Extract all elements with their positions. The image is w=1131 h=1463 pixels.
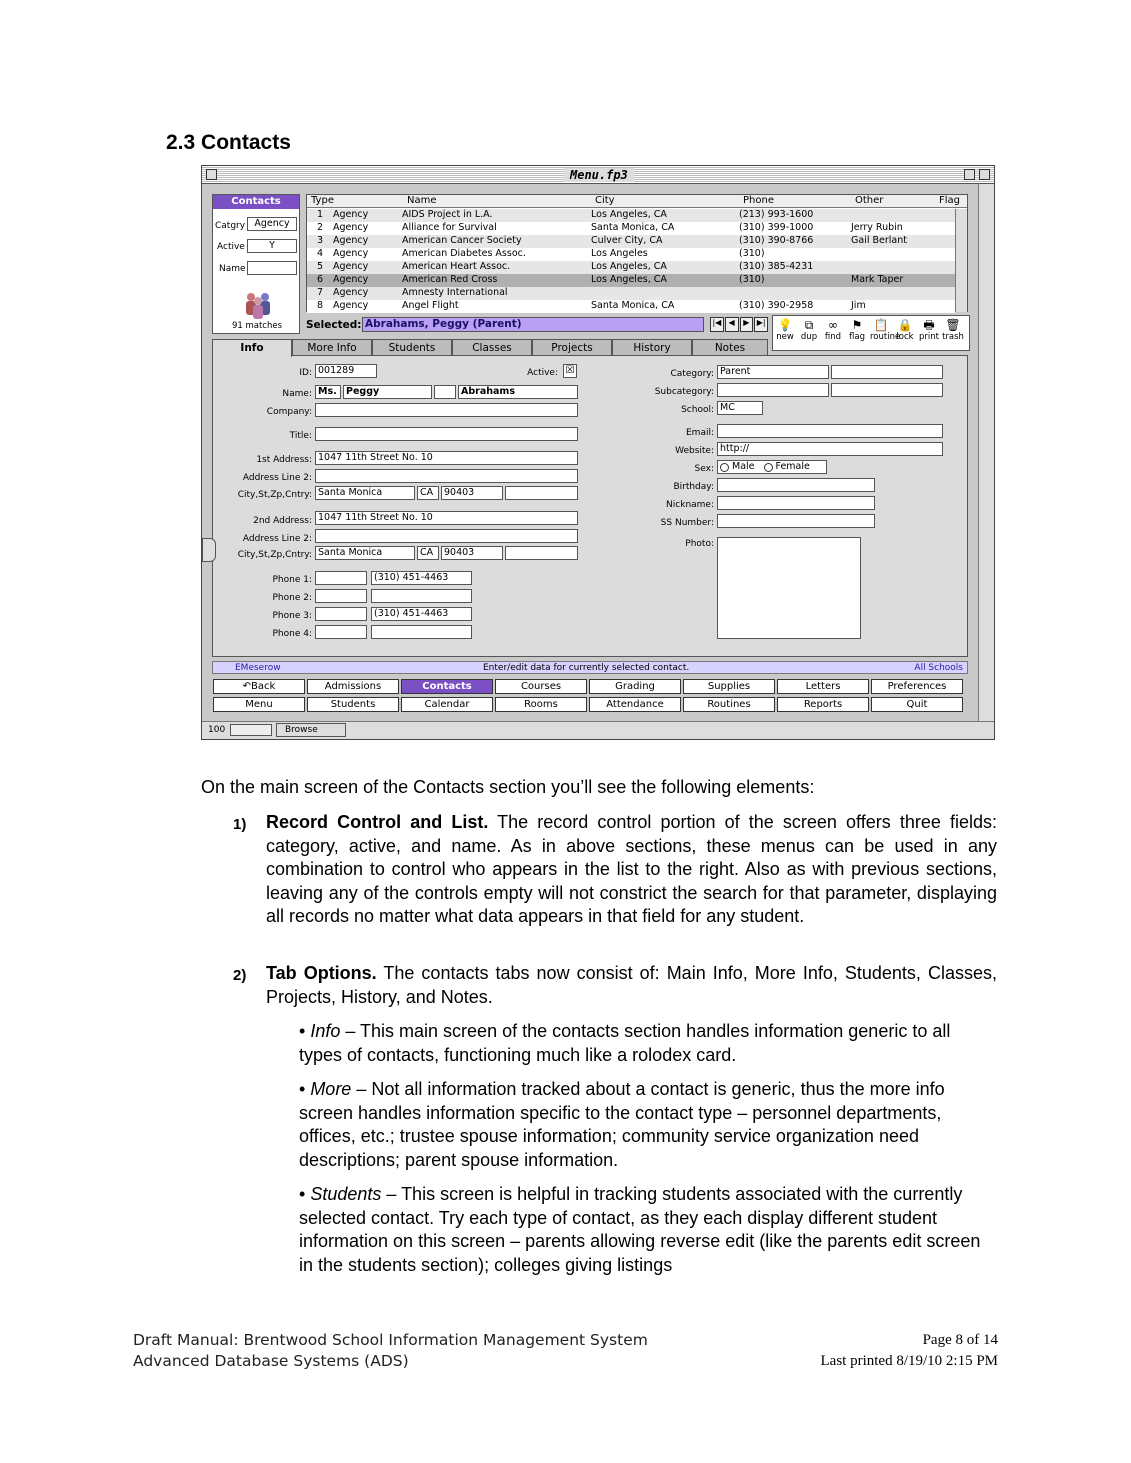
cell-name: American Diabetes Assoc. <box>402 248 526 259</box>
nav-calendar-button[interactable]: Calendar <box>401 697 493 712</box>
print-tool-button[interactable] <box>918 318 940 342</box>
vertical-scrollbar[interactable] <box>978 184 994 721</box>
col-name[interactable]: Name <box>407 195 437 206</box>
bullet-students-text: – This screen is helpful in tracking students associated with the currently selected contact. Try each type of contact, as they each display different student information on this screen – parents allowing reverse edit (like the parents edit screen in the students section); colleges giving listings <box>299 1184 981 1275</box>
subcategory-field[interactable] <box>717 383 829 397</box>
cell-other: Jerry Rubin <box>851 222 903 233</box>
tool-label: find <box>824 332 842 342</box>
nickname-label: Nickname: <box>666 500 714 510</box>
bullet-students: • Students – This screen is helpful in tracking students associated with the currently selected contact. Try each type of contact, as they each display different student information on this screen – parents allowing reverse edit (like the parents edit screen in the students section); colleges giving listings <box>299 1184 981 1275</box>
bullet-more: • More – Not all information tracked about a contact is generic, thus the more info screen handles information specific to the contact type – personnel departments, offices, etc.; trustee spouse information; community service organization need descriptions; parent spouse information. <box>299 1079 945 1170</box>
status-message: Enter/edit data for currently selected contact. <box>483 663 690 673</box>
list-row[interactable] <box>307 261 955 274</box>
nav-attendance-button[interactable]: Attendance <box>589 697 681 712</box>
tab-students[interactable]: Students <box>372 339 452 356</box>
tool-label: print <box>919 332 939 342</box>
nav-students-button[interactable]: Students <box>307 697 399 712</box>
status-bar <box>212 661 968 674</box>
category-select[interactable]: Agency <box>247 217 297 231</box>
tool-label: new <box>776 332 794 342</box>
school-label: School: <box>681 405 714 415</box>
cell-phone: (310) 399-1000 <box>739 222 814 233</box>
item1-heading: Record Control and List. <box>266 812 489 832</box>
footer-printed: Last printed 8/19/10 2:15 PM <box>820 1353 998 1369</box>
record-navigator <box>710 317 768 332</box>
cell-city: Los Angeles, CA <box>591 274 667 285</box>
state2-field[interactable]: CA <box>417 546 439 560</box>
nav-letters-button[interactable]: Letters <box>777 679 869 694</box>
routine-tool-button[interactable] <box>870 318 901 342</box>
male-label: Male <box>732 461 755 472</box>
list-row[interactable] <box>307 274 955 287</box>
col-city[interactable]: City <box>595 195 615 206</box>
id-label: ID: <box>299 368 312 378</box>
csz2-label: City,St,Zp,Cntry: <box>237 550 312 560</box>
zoom-level[interactable]: 100 <box>208 725 226 735</box>
find-icon: ∞ <box>828 318 838 332</box>
cell-phone: (310) <box>739 274 765 285</box>
photo-label: Photo: <box>685 539 714 549</box>
item1-paragraph <box>266 811 997 929</box>
category-field[interactable]: Parent <box>717 365 829 379</box>
nav-quit-button[interactable]: Quit <box>871 697 963 712</box>
flag-icon: ⚑ <box>851 318 863 332</box>
website-label: Website: <box>675 446 714 456</box>
phone1-type-field[interactable] <box>315 571 367 585</box>
first-record-icon[interactable]: |◀ <box>710 317 724 332</box>
section-title: 2.3 Contacts <box>166 131 291 154</box>
dup-tool-button[interactable] <box>798 318 820 342</box>
nav-courses-button[interactable]: Courses <box>495 679 587 694</box>
list-row[interactable] <box>307 300 955 313</box>
addr2-line2-field[interactable] <box>315 529 578 543</box>
phone2-type-field[interactable] <box>315 589 367 603</box>
country1-field[interactable] <box>505 486 578 500</box>
contact-list <box>306 194 968 312</box>
category-extra-field[interactable] <box>831 365 943 379</box>
list-row[interactable] <box>307 287 955 300</box>
last-name-field[interactable]: Abrahams <box>458 385 578 399</box>
female-radio[interactable] <box>764 463 773 472</box>
male-radio[interactable] <box>720 463 729 472</box>
nav-preferences-button[interactable]: Preferences <box>871 679 963 694</box>
tool-label: dup <box>800 332 818 342</box>
intro-paragraph: On the main screen of the Contacts section you’ll see the following elements: <box>201 777 815 797</box>
active-field-label: Active: <box>527 368 558 378</box>
zip1-field[interactable]: 90403 <box>441 486 503 500</box>
selected-contact: Abrahams, Peggy (Parent) <box>362 317 704 332</box>
cell-n: 7 <box>317 287 324 298</box>
cell-n: 4 <box>317 248 324 259</box>
list-row[interactable] <box>307 209 955 222</box>
record-control-header: Contacts <box>213 195 299 209</box>
first-name-field[interactable]: Peggy <box>343 385 432 399</box>
bullet-info-heading: Info <box>310 1021 341 1041</box>
tab-history[interactable]: History <box>612 339 692 356</box>
phone4-type-field[interactable] <box>315 625 367 639</box>
name-field-label: Name: <box>282 389 312 399</box>
nav-reports-button[interactable]: Reports <box>777 697 869 712</box>
addr2-line2-label: Address Line 2: <box>242 534 312 544</box>
tab-classes[interactable]: Classes <box>452 339 532 356</box>
website-field[interactable]: http:// <box>717 442 943 456</box>
tab-more-info[interactable]: More Info <box>292 339 372 356</box>
phone4-label: Phone 4: <box>272 629 312 639</box>
school-field[interactable]: MC <box>717 401 763 415</box>
window-title: Menu.fp3 <box>564 168 634 182</box>
item2-number: 2) <box>233 967 247 984</box>
cell-city: Culver City, CA <box>591 235 663 246</box>
active-select[interactable]: Y <box>247 239 297 253</box>
cell-city: Santa Monica, CA <box>591 222 675 233</box>
dup-icon: ⧉ <box>804 318 814 332</box>
item1-text: The record control portion of the screen offers three fields: category, active, and name. As in above sections, these menus can be used in any combination to control who appears in the list to the right. Also as with previous sections, leaving any of the controls empty will not constrict the search for that parameter, displaying all records no matter what data appears in that field for any student. <box>266 812 997 926</box>
cell-other: Gail Berlant <box>851 235 907 246</box>
addr1-line2-field[interactable] <box>315 469 578 483</box>
tool-label: trash <box>942 332 964 342</box>
nav-supplies-button[interactable]: Supplies <box>683 679 775 694</box>
cell-n: 5 <box>317 261 324 272</box>
email-label: Email: <box>685 428 714 438</box>
email-field[interactable] <box>717 424 943 438</box>
bullet-more-text: – Not all information tracked about a contact is generic, thus the more info screen handles information specific to the contact type – personnel departments, offices, etc.; trustee spouse information; community service organization need descriptions; parent spouse information. <box>299 1079 945 1170</box>
item1-number: 1) <box>233 816 247 833</box>
cell-name: American Heart Assoc. <box>402 261 511 272</box>
match-count: 91 matches <box>231 321 283 331</box>
subcategory-label: Subcategory: <box>654 387 714 397</box>
addr1-line2-label: Address Line 2: <box>242 473 312 483</box>
cell-n: 8 <box>317 300 324 311</box>
photo-box[interactable] <box>717 537 861 639</box>
nav-contacts-button[interactable]: Contacts <box>401 679 493 694</box>
col-type[interactable]: Type <box>311 195 334 206</box>
new-icon: 💡 <box>777 318 793 332</box>
list-scrollbar[interactable] <box>955 209 967 312</box>
back-arrow-icon: ↶ <box>242 681 252 692</box>
title-bar[interactable] <box>202 166 994 184</box>
tool-label: flag <box>849 332 865 342</box>
phone3-label: Phone 3: <box>272 611 312 621</box>
cell-name: Amnesty International <box>402 287 508 298</box>
new-tool-button[interactable] <box>774 318 796 342</box>
trash-tool-button[interactable] <box>942 318 964 342</box>
list-row[interactable] <box>307 222 955 235</box>
back-label: Back <box>251 681 276 692</box>
cell-type: Agency <box>333 261 369 272</box>
collapse-box-icon[interactable] <box>979 169 990 180</box>
cell-phone: (310) 390-2958 <box>739 300 814 311</box>
country2-field[interactable] <box>505 546 578 560</box>
cell-type: Agency <box>333 248 369 259</box>
state1-field[interactable]: CA <box>417 486 439 500</box>
cell-name: American Cancer Society <box>402 235 522 246</box>
col-phone[interactable]: Phone <box>743 195 774 206</box>
list-row[interactable] <box>307 235 955 248</box>
tool-label: routine <box>870 332 901 342</box>
find-tool-button[interactable] <box>822 318 844 342</box>
nickname-field[interactable] <box>717 496 875 510</box>
cell-city: Los Angeles, CA <box>591 261 667 272</box>
company-label: Company: <box>266 407 312 417</box>
prev-record-icon[interactable]: ◀ <box>725 317 739 332</box>
title-field[interactable] <box>315 427 578 441</box>
cell-type: Agency <box>333 274 369 285</box>
active-checkbox[interactable]: ☒ <box>563 364 577 378</box>
col-other[interactable]: Other <box>855 195 884 206</box>
record-control-panel <box>212 194 300 334</box>
zoom-controls-icon[interactable] <box>230 724 272 736</box>
ss-number-label: SS Number: <box>660 518 714 528</box>
cell-city: Santa Monica, CA <box>591 300 675 311</box>
sex-radio-group <box>717 460 827 474</box>
sex-label: Sex: <box>694 464 714 474</box>
company-field[interactable] <box>315 403 578 417</box>
footer-left-1: Draft Manual: Brentwood School Information Management System <box>133 1331 648 1349</box>
selected-label: Selected: <box>306 319 362 331</box>
item2-paragraph <box>266 962 997 1009</box>
cell-type: Agency <box>333 287 369 298</box>
nav-menu-button[interactable]: Menu <box>213 697 305 712</box>
ss-number-field[interactable] <box>717 514 875 528</box>
cell-city: Los Angeles <box>591 248 648 259</box>
people-icon <box>241 291 275 321</box>
bullet-info: • Info – This main screen of the contacts section handles information generic to all types of contacts, functioning much like a rolodex card. <box>299 1021 951 1065</box>
print-icon: 🖶 <box>923 318 935 332</box>
phone1-field[interactable]: (310) 451-4463 <box>371 571 472 585</box>
status-scope: All Schools <box>914 663 963 673</box>
nav-admissions-button[interactable]: Admissions <box>307 679 399 694</box>
next-record-icon[interactable]: ▶ <box>740 317 754 332</box>
footer-page: Page 8 of 14 <box>922 1332 998 1348</box>
nav-back-button[interactable] <box>213 679 305 694</box>
cell-type: Agency <box>333 300 369 311</box>
close-box-icon[interactable] <box>206 169 217 180</box>
birthday-field[interactable] <box>717 478 875 492</box>
cell-phone: (213) 993-1600 <box>739 209 814 220</box>
list-row[interactable] <box>307 248 955 261</box>
footer-left-2: Advanced Database Systems (ADS) <box>133 1352 409 1370</box>
tab-notes[interactable]: Notes <box>692 339 768 356</box>
cell-n: 1 <box>317 209 324 220</box>
city2-field[interactable]: Santa Monica <box>315 546 415 560</box>
status-user: EMeserow <box>235 663 281 673</box>
city1-field[interactable]: Santa Monica <box>315 486 415 500</box>
name-search-input[interactable] <box>247 261 297 275</box>
cell-phone: (310) <box>739 248 765 259</box>
category-label: Catgry <box>215 221 246 231</box>
phone2-label: Phone 2: <box>272 593 312 603</box>
category-field-label: Category: <box>670 369 714 379</box>
cell-other: Jim <box>851 300 866 311</box>
cell-n: 2 <box>317 222 324 233</box>
flag-tool-button[interactable] <box>846 318 868 342</box>
mode-indicator[interactable]: Browse <box>276 723 346 737</box>
female-label: Female <box>775 461 810 472</box>
tool-label: lock <box>896 332 914 342</box>
cell-name: Angel Flight <box>402 300 459 311</box>
nav-rooms-button[interactable]: Rooms <box>495 697 587 712</box>
layout-handle-icon[interactable] <box>202 538 216 562</box>
name-label: Name <box>219 264 246 274</box>
cell-type: Agency <box>333 235 369 246</box>
nav-routines-button[interactable]: Routines <box>683 697 775 712</box>
trash-icon: 🗑 <box>945 318 961 332</box>
item2-text: The contacts tabs now consist of: Main Info, More Info, Students, Classes, Projects, History, and Notes. <box>266 963 997 1007</box>
cell-n: 3 <box>317 235 324 246</box>
tab-projects[interactable]: Projects <box>532 339 612 356</box>
cell-name: Alliance for Survival <box>402 222 497 233</box>
phone3-field[interactable]: (310) 451-4463 <box>371 607 472 621</box>
addr1-field[interactable]: 1047 11th Street No. 10 <box>315 451 578 465</box>
cell-n: 6 <box>317 274 324 285</box>
cell-type: Agency <box>333 209 369 220</box>
cell-type: Agency <box>333 222 369 233</box>
bullet-students-heading: Students <box>310 1184 382 1204</box>
filemaker-window <box>201 165 995 740</box>
routine-icon: 📋 <box>873 318 889 332</box>
cell-phone: (310) 385-4231 <box>739 261 814 272</box>
phone3-type-field[interactable] <box>315 607 367 621</box>
cell-other: Mark Taper <box>851 274 904 285</box>
list-header <box>307 195 967 208</box>
title-label: Title: <box>289 431 312 441</box>
id-field[interactable]: 001289 <box>315 364 377 378</box>
addr1-label: 1st Address: <box>256 455 312 465</box>
item2-heading: Tab Options. <box>266 963 377 983</box>
cell-phone: (310) 390-8766 <box>739 235 814 246</box>
col-flag[interactable]: Flag <box>939 195 961 206</box>
bullet-info-text: – This main screen of the contacts section handles information generic to all types of contacts, functioning much like a rolodex card. <box>299 1021 951 1065</box>
addr2-field[interactable]: 1047 11th Street No. 10 <box>315 511 578 525</box>
lock-icon: 🔒 <box>897 318 913 332</box>
csz1-label: City,St,Zp,Cntry: <box>237 490 312 500</box>
middle-name-field[interactable] <box>434 385 456 399</box>
subcategory-extra-field[interactable] <box>831 383 943 397</box>
bullet-more-heading: More <box>310 1079 352 1099</box>
active-label: Active <box>217 242 245 252</box>
addr2-label: 2nd Address: <box>253 516 312 526</box>
lock-tool-button[interactable] <box>894 318 916 342</box>
birthday-label: Birthday: <box>673 482 714 492</box>
zoom-box-icon[interactable] <box>964 169 975 180</box>
tab-info[interactable]: Info <box>212 339 292 357</box>
phone1-label: Phone 1: <box>272 575 312 585</box>
nav-grading-button[interactable]: Grading <box>589 679 681 694</box>
zip2-field[interactable]: 90403 <box>441 546 503 560</box>
bottom-bar <box>202 721 994 739</box>
last-record-icon[interactable]: ▶| <box>754 317 768 332</box>
phone4-field[interactable] <box>371 625 472 639</box>
cell-name: American Red Cross <box>402 274 498 285</box>
cell-name: AIDS Project in L.A. <box>402 209 493 220</box>
prefix-field[interactable]: Ms. <box>315 385 341 399</box>
cell-city: Los Angeles, CA <box>591 209 667 220</box>
phone2-field[interactable] <box>371 589 472 603</box>
